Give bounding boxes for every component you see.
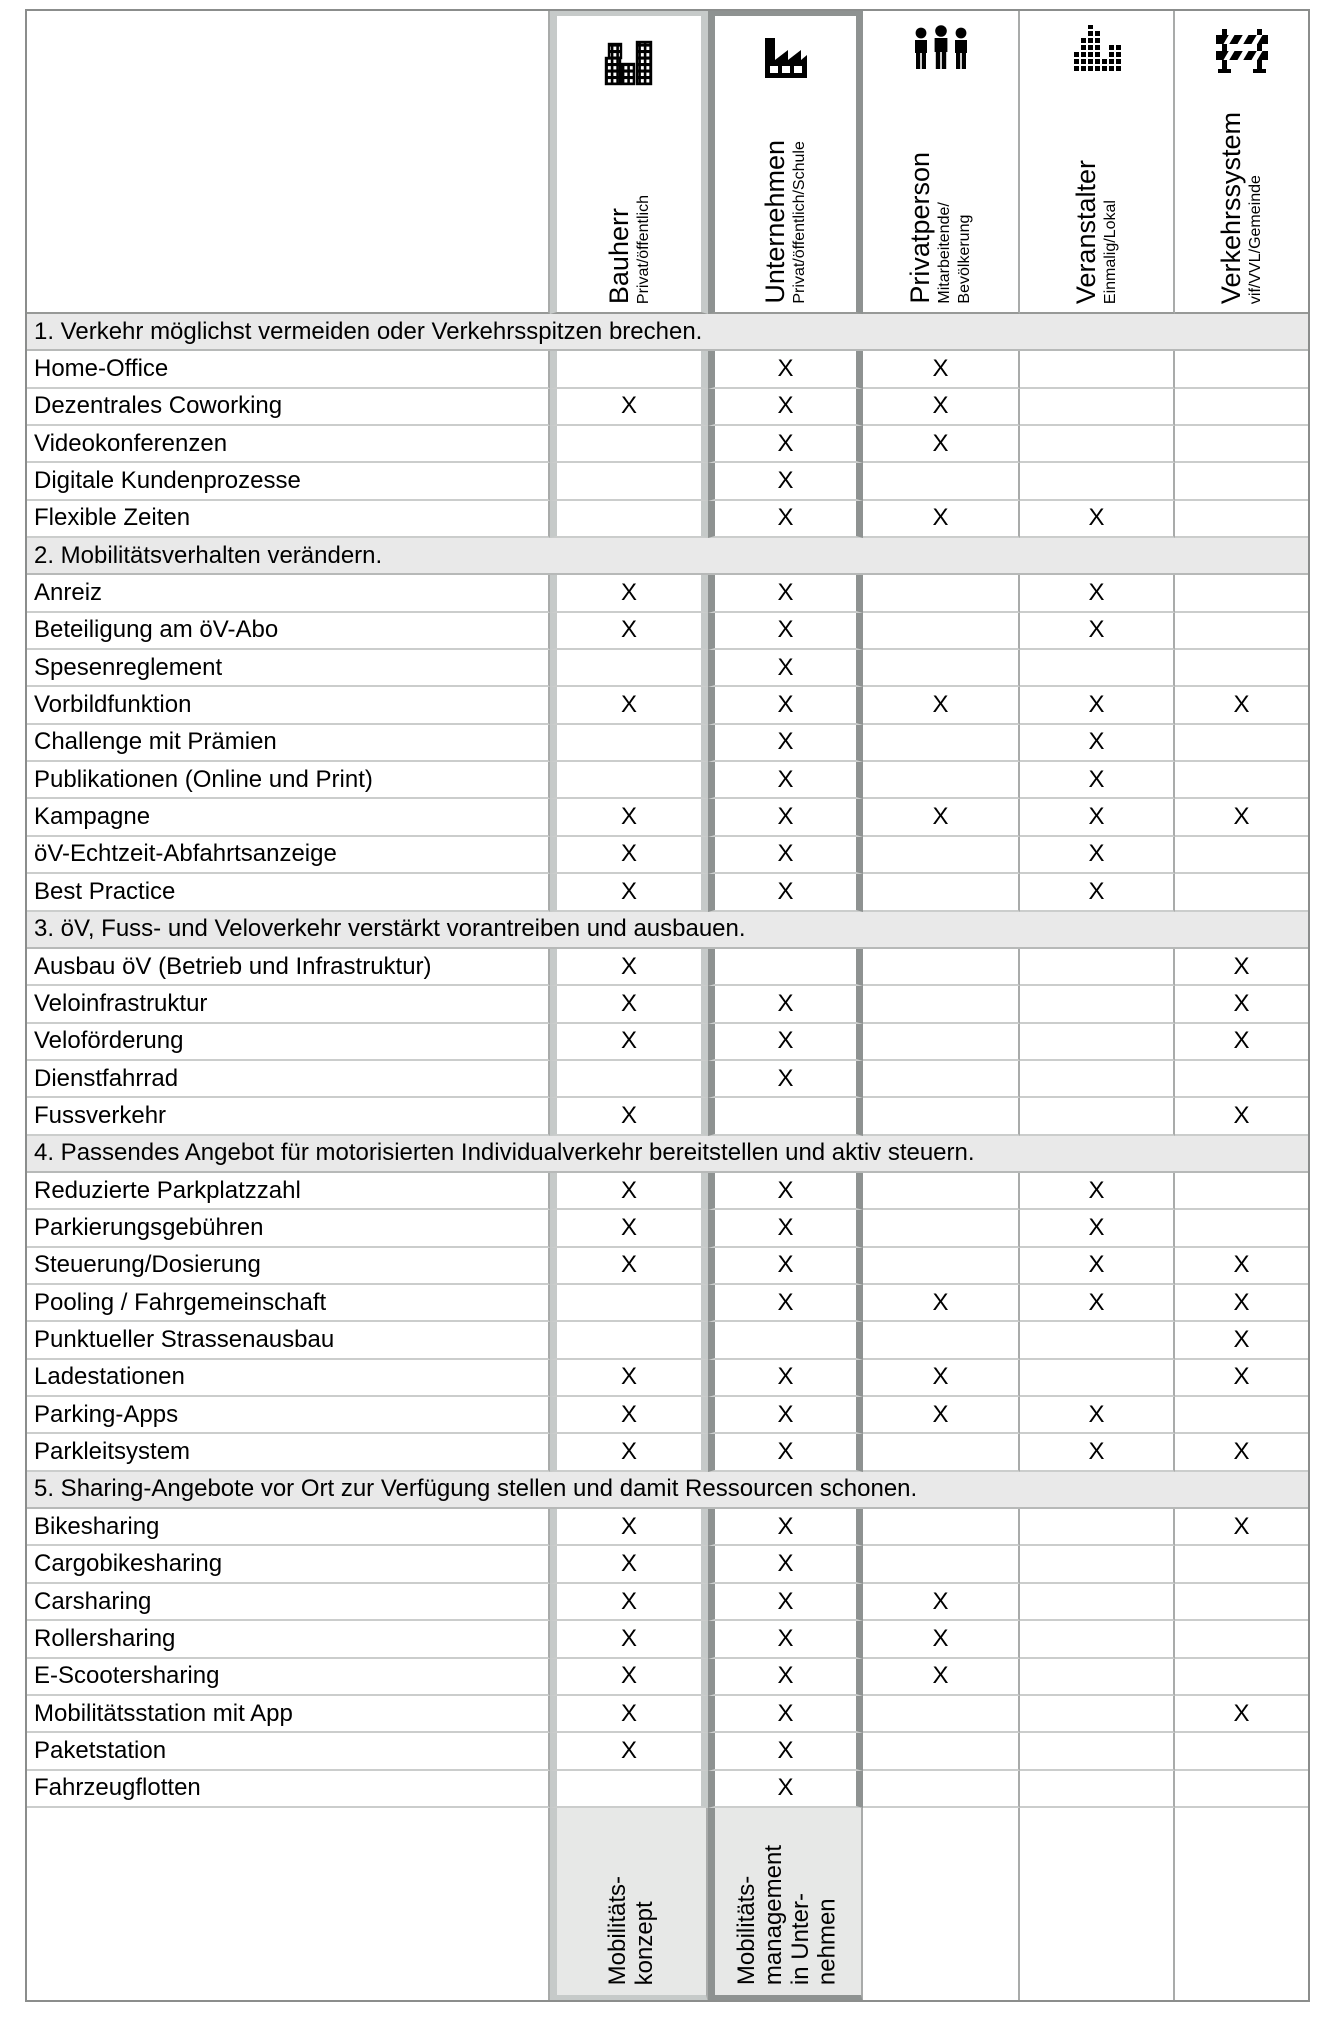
footer-veranstalter: [1020, 1808, 1175, 2002]
mark-cell-verkehrssystem: [1175, 1061, 1310, 1098]
column-title: Privatperson: [905, 152, 936, 304]
mobility-measures-table: [25, 9, 1310, 2002]
mark-cell-bauherr: X: [550, 1584, 708, 1621]
column-subtitle: vif/VVL/Gemeinde: [1247, 175, 1265, 304]
mark-cell-veranstalter: X: [1020, 837, 1175, 874]
mark-cell-privatperson: X: [863, 1397, 1020, 1434]
mark-cell-veranstalter: [1020, 1546, 1175, 1583]
mark-cell-veranstalter: [1020, 1098, 1175, 1135]
mark-cell-privatperson: X: [863, 1621, 1020, 1658]
mark-cell-verkehrssystem: [1175, 501, 1310, 538]
mark-cell-bauherr: X: [550, 1659, 708, 1696]
mark-cell-privatperson: X: [863, 1285, 1020, 1322]
barrier-icon: [1175, 25, 1308, 77]
mark-cell-veranstalter: X: [1020, 1248, 1175, 1285]
mark-cell-privatperson: [863, 1733, 1020, 1770]
mark-cell-verkehrssystem: [1175, 1210, 1310, 1247]
mark-cell-bauherr: X: [550, 1546, 708, 1583]
column-subtitle: Einmalig/Lokal: [1102, 199, 1120, 304]
row-label: Fussverkehr: [25, 1098, 550, 1135]
footer-verkehrssystem: [1175, 1808, 1310, 2002]
row-label: Anreiz: [25, 575, 550, 612]
mark-cell-bauherr: [550, 463, 708, 500]
mark-cell-unternehmen: X: [708, 650, 863, 687]
mark-cell-veranstalter: X: [1020, 1434, 1175, 1471]
mark-cell-veranstalter: [1020, 1024, 1175, 1061]
mark-cell-bauherr: [550, 1322, 708, 1359]
mark-cell-veranstalter: [1020, 1360, 1175, 1397]
people-icon: [863, 25, 1018, 77]
column-header-unternehmen: [708, 9, 863, 314]
mark-cell-verkehrssystem: X: [1175, 1696, 1310, 1733]
mark-cell-unternehmen: X: [708, 1397, 863, 1434]
mark-cell-bauherr: [550, 762, 708, 799]
mark-cell-privatperson: [863, 1173, 1020, 1210]
row-label: Publikationen (Online und Print): [25, 762, 550, 799]
mark-cell-veranstalter: [1020, 1322, 1175, 1359]
mark-cell-veranstalter: [1020, 463, 1175, 500]
mark-cell-bauherr: X: [550, 1173, 708, 1210]
row-label: Paketstation: [25, 1733, 550, 1770]
mark-cell-bauherr: X: [550, 1621, 708, 1658]
row-label: Mobilitätsstation mit App: [25, 1696, 550, 1733]
mark-cell-privatperson: [863, 1322, 1020, 1359]
mark-cell-privatperson: [863, 725, 1020, 762]
mark-cell-bauherr: [550, 426, 708, 463]
mark-cell-unternehmen: X: [708, 1621, 863, 1658]
mark-cell-unternehmen: X: [708, 351, 863, 388]
section-heading: 3. öV, Fuss- und Veloverkehr verstärkt vorantreiben und ausbauen.: [25, 912, 1310, 949]
mark-cell-veranstalter: [1020, 1696, 1175, 1733]
mark-cell-unternehmen: X: [708, 389, 863, 426]
column-title: Verkehrssystem: [1216, 111, 1247, 304]
mark-cell-veranstalter: [1020, 389, 1175, 426]
footer-unternehmen: [708, 1808, 863, 2002]
row-label: Fahrzeugflotten: [25, 1771, 550, 1808]
mark-cell-veranstalter: X: [1020, 501, 1175, 538]
mark-cell-unternehmen: X: [708, 1285, 863, 1322]
mark-cell-unternehmen: [708, 949, 863, 986]
mark-cell-privatperson: [863, 575, 1020, 612]
row-label: Videokonferenzen: [25, 426, 550, 463]
column-subtitle: Mitarbeitende/: [936, 202, 954, 304]
mark-cell-verkehrssystem: [1175, 1621, 1310, 1658]
mark-cell-privatperson: X: [863, 351, 1020, 388]
row-label: Parkierungsgebühren: [25, 1210, 550, 1247]
mark-cell-bauherr: [550, 1285, 708, 1322]
mark-cell-verkehrssystem: [1175, 1546, 1310, 1583]
equalizer-icon: [1020, 25, 1173, 75]
mark-cell-verkehrssystem: [1175, 650, 1310, 687]
mark-cell-verkehrssystem: X: [1175, 1285, 1310, 1322]
footer-label-line: nehmen: [813, 1898, 841, 1985]
mark-cell-unternehmen: X: [708, 762, 863, 799]
mark-cell-unternehmen: X: [708, 837, 863, 874]
row-label: Beteiligung am öV-Abo: [25, 613, 550, 650]
mark-cell-verkehrssystem: X: [1175, 1098, 1310, 1135]
row-label: Vorbildfunktion: [25, 687, 550, 724]
mark-cell-veranstalter: X: [1020, 613, 1175, 650]
mark-cell-bauherr: X: [550, 799, 708, 836]
mark-cell-unternehmen: X: [708, 986, 863, 1023]
mark-cell-unternehmen: X: [708, 1210, 863, 1247]
mark-cell-veranstalter: [1020, 1621, 1175, 1658]
section-heading: 4. Passendes Angebot für motorisierten Individualverkehr bereitstellen und aktiv steuern.: [25, 1136, 1310, 1173]
mark-cell-bauherr: [550, 725, 708, 762]
mark-cell-privatperson: [863, 613, 1020, 650]
mark-cell-unternehmen: [708, 1098, 863, 1135]
row-label: Steuerung/Dosierung: [25, 1248, 550, 1285]
mark-cell-bauherr: [550, 501, 708, 538]
row-label: Dienstfahrrad: [25, 1061, 550, 1098]
mark-cell-privatperson: X: [863, 1584, 1020, 1621]
mark-cell-verkehrssystem: X: [1175, 1322, 1310, 1359]
column-title: Bauherr: [603, 207, 634, 304]
mark-cell-bauherr: [550, 1771, 708, 1808]
mark-cell-unternehmen: X: [708, 1024, 863, 1061]
row-label: Bikesharing: [25, 1509, 550, 1546]
row-label: Dezentrales Coworking: [25, 389, 550, 426]
mark-cell-verkehrssystem: [1175, 389, 1310, 426]
mark-cell-veranstalter: [1020, 426, 1175, 463]
row-label: Veloinfrastruktur: [25, 986, 550, 1023]
mark-cell-unternehmen: X: [708, 1659, 863, 1696]
row-label: Punktueller Strassenausbau: [25, 1322, 550, 1359]
mark-cell-privatperson: [863, 1696, 1020, 1733]
mark-cell-privatperson: [863, 1061, 1020, 1098]
mark-cell-unternehmen: X: [708, 1584, 863, 1621]
mark-cell-bauherr: X: [550, 1248, 708, 1285]
mark-cell-privatperson: [863, 1210, 1020, 1247]
mark-cell-verkehrssystem: [1175, 575, 1310, 612]
mark-cell-veranstalter: [1020, 1509, 1175, 1546]
mark-cell-veranstalter: X: [1020, 725, 1175, 762]
row-label: Spesenreglement: [25, 650, 550, 687]
mark-cell-privatperson: [863, 463, 1020, 500]
row-label: Parking-Apps: [25, 1397, 550, 1434]
mark-cell-bauherr: X: [550, 613, 708, 650]
mark-cell-verkehrssystem: [1175, 613, 1310, 650]
mark-cell-verkehrssystem: X: [1175, 687, 1310, 724]
mark-cell-privatperson: [863, 762, 1020, 799]
mark-cell-unternehmen: X: [708, 1248, 863, 1285]
mark-cell-verkehrssystem: X: [1175, 1509, 1310, 1546]
mark-cell-bauherr: X: [550, 1098, 708, 1135]
mark-cell-unternehmen: X: [708, 687, 863, 724]
mark-cell-unternehmen: X: [708, 1061, 863, 1098]
mark-cell-veranstalter: X: [1020, 687, 1175, 724]
row-label: Pooling / Fahrgemeinschaft: [25, 1285, 550, 1322]
mark-cell-bauherr: X: [550, 986, 708, 1023]
mark-cell-bauherr: X: [550, 1509, 708, 1546]
section-heading: 2. Mobilitätsverhalten verändern.: [25, 538, 1310, 575]
mark-cell-unternehmen: X: [708, 1360, 863, 1397]
mark-cell-verkehrssystem: [1175, 463, 1310, 500]
mark-cell-verkehrssystem: [1175, 725, 1310, 762]
mark-cell-unternehmen: X: [708, 1509, 863, 1546]
mark-cell-verkehrssystem: [1175, 874, 1310, 911]
mark-cell-unternehmen: X: [708, 1771, 863, 1808]
mark-cell-unternehmen: X: [708, 1434, 863, 1471]
mark-cell-veranstalter: [1020, 1771, 1175, 1808]
mark-cell-privatperson: X: [863, 799, 1020, 836]
factory-icon: [715, 32, 856, 82]
mark-cell-veranstalter: X: [1020, 1397, 1175, 1434]
mark-cell-privatperson: X: [863, 426, 1020, 463]
mark-cell-verkehrssystem: X: [1175, 1360, 1310, 1397]
mark-cell-privatperson: X: [863, 501, 1020, 538]
mark-cell-bauherr: X: [550, 389, 708, 426]
mark-cell-privatperson: [863, 1509, 1020, 1546]
column-subtitle: Privat/öffentlich: [635, 194, 653, 304]
mark-cell-unternehmen: X: [708, 799, 863, 836]
mark-cell-verkehrssystem: X: [1175, 986, 1310, 1023]
mark-cell-veranstalter: X: [1020, 575, 1175, 612]
mark-cell-veranstalter: X: [1020, 762, 1175, 799]
mark-cell-privatperson: X: [863, 389, 1020, 426]
mark-cell-privatperson: [863, 837, 1020, 874]
mark-cell-veranstalter: [1020, 1659, 1175, 1696]
footer-corner-cell: [25, 1808, 550, 2002]
mark-cell-veranstalter: X: [1020, 1285, 1175, 1322]
row-label: Digitale Kundenprozesse: [25, 463, 550, 500]
mark-cell-bauherr: X: [550, 1696, 708, 1733]
row-label: Parkleitsystem: [25, 1434, 550, 1471]
mark-cell-privatperson: [863, 949, 1020, 986]
mark-cell-verkehrssystem: X: [1175, 1024, 1310, 1061]
mark-cell-privatperson: [863, 874, 1020, 911]
buildings-icon: [557, 32, 701, 86]
column-header-bauherr: [550, 9, 708, 314]
footer-bauherr: [550, 1808, 708, 2002]
row-label: Ausbau öV (Betrieb und Infrastruktur): [25, 949, 550, 986]
mark-cell-unternehmen: X: [708, 1546, 863, 1583]
mark-cell-verkehrssystem: X: [1175, 1434, 1310, 1471]
column-subtitle: Privat/öffentlich/Schule: [791, 141, 809, 304]
row-label: Kampagne: [25, 799, 550, 836]
row-label: Flexible Zeiten: [25, 501, 550, 538]
section-heading: 1. Verkehr möglichst vermeiden oder Verkehrsspitzen brechen.: [25, 314, 1310, 351]
mark-cell-privatperson: X: [863, 1360, 1020, 1397]
row-label: Veloförderung: [25, 1024, 550, 1061]
mark-cell-unternehmen: X: [708, 575, 863, 612]
mark-cell-privatperson: [863, 1771, 1020, 1808]
mark-cell-verkehrssystem: X: [1175, 949, 1310, 986]
mark-cell-unternehmen: [708, 1322, 863, 1359]
mark-cell-verkehrssystem: [1175, 426, 1310, 463]
row-label: Ladestationen: [25, 1360, 550, 1397]
mark-cell-bauherr: X: [550, 1434, 708, 1471]
mark-cell-bauherr: X: [550, 687, 708, 724]
mark-cell-verkehrssystem: [1175, 1659, 1310, 1696]
row-label: Home-Office: [25, 351, 550, 388]
mark-cell-bauherr: X: [550, 837, 708, 874]
mark-cell-privatperson: [863, 650, 1020, 687]
mark-cell-privatperson: X: [863, 687, 1020, 724]
mark-cell-verkehrssystem: [1175, 1584, 1310, 1621]
mark-cell-bauherr: X: [550, 949, 708, 986]
column-title: Unternehmen: [760, 140, 791, 304]
mark-cell-privatperson: X: [863, 1659, 1020, 1696]
column-header-veranstalter: [1020, 9, 1175, 314]
column-header-verkehrssystem: [1175, 9, 1310, 314]
footer-label-line: Mobilitäts-: [603, 1875, 631, 1985]
mark-cell-verkehrssystem: [1175, 351, 1310, 388]
mark-cell-bauherr: X: [550, 1210, 708, 1247]
mark-cell-unternehmen: X: [708, 501, 863, 538]
mark-cell-privatperson: [863, 1248, 1020, 1285]
footer-label-line: in Unter-: [787, 1892, 814, 1985]
mark-cell-unternehmen: X: [708, 874, 863, 911]
column-title: Veranstalter: [1071, 159, 1102, 304]
column-header-privatperson: [863, 9, 1020, 314]
footer-privatperson: [863, 1808, 1020, 2002]
mark-cell-unternehmen: X: [708, 1696, 863, 1733]
mark-cell-bauherr: X: [550, 1024, 708, 1061]
footer-label-line: konzept: [630, 1900, 658, 1985]
mark-cell-privatperson: [863, 1098, 1020, 1135]
mark-cell-verkehrssystem: [1175, 1173, 1310, 1210]
mark-cell-unternehmen: X: [708, 725, 863, 762]
footer-label-line: Mobilitäts-: [733, 1875, 761, 1985]
mark-cell-verkehrssystem: X: [1175, 799, 1310, 836]
mark-cell-bauherr: X: [550, 575, 708, 612]
row-label: öV-Echtzeit-Abfahrtsanzeige: [25, 837, 550, 874]
mark-cell-privatperson: [863, 1024, 1020, 1061]
section-heading: 5. Sharing-Angebote vor Ort zur Verfügung stellen und damit Ressourcen schonen.: [25, 1472, 1310, 1509]
mark-cell-bauherr: [550, 1061, 708, 1098]
header-corner-cell: [25, 9, 550, 314]
mark-cell-veranstalter: [1020, 1061, 1175, 1098]
mark-cell-bauherr: X: [550, 1733, 708, 1770]
mark-cell-verkehrssystem: [1175, 1733, 1310, 1770]
mark-cell-unternehmen: X: [708, 613, 863, 650]
mark-cell-unternehmen: X: [708, 1733, 863, 1770]
mark-cell-verkehrssystem: [1175, 1397, 1310, 1434]
mark-cell-privatperson: [863, 986, 1020, 1023]
mark-cell-veranstalter: [1020, 351, 1175, 388]
footer-label-line: management: [760, 1844, 788, 1985]
mark-cell-veranstalter: [1020, 949, 1175, 986]
column-subtitle: Bevölkerung: [956, 215, 974, 304]
mark-cell-veranstalter: X: [1020, 1173, 1175, 1210]
mark-cell-veranstalter: [1020, 1733, 1175, 1770]
mark-cell-bauherr: [550, 650, 708, 687]
row-label: Cargobikesharing: [25, 1546, 550, 1583]
row-label: E-Scootersharing: [25, 1659, 550, 1696]
row-label: Best Practice: [25, 874, 550, 911]
mark-cell-bauherr: X: [550, 1397, 708, 1434]
mark-cell-unternehmen: X: [708, 426, 863, 463]
mark-cell-veranstalter: X: [1020, 874, 1175, 911]
mark-cell-unternehmen: X: [708, 463, 863, 500]
mark-cell-privatperson: [863, 1546, 1020, 1583]
mark-cell-verkehrssystem: [1175, 837, 1310, 874]
mark-cell-veranstalter: X: [1020, 1210, 1175, 1247]
mark-cell-bauherr: [550, 351, 708, 388]
row-label: Reduzierte Parkplatzzahl: [25, 1173, 550, 1210]
mark-cell-veranstalter: [1020, 986, 1175, 1023]
row-label: Challenge mit Prämien: [25, 725, 550, 762]
mark-cell-veranstalter: [1020, 650, 1175, 687]
row-label: Rollersharing: [25, 1621, 550, 1658]
mark-cell-bauherr: X: [550, 1360, 708, 1397]
mark-cell-veranstalter: [1020, 1584, 1175, 1621]
row-label: Carsharing: [25, 1584, 550, 1621]
mark-cell-verkehrssystem: X: [1175, 1248, 1310, 1285]
mark-cell-veranstalter: X: [1020, 799, 1175, 836]
mark-cell-bauherr: X: [550, 874, 708, 911]
mark-cell-privatperson: [863, 1434, 1020, 1471]
mark-cell-unternehmen: X: [708, 1173, 863, 1210]
mark-cell-verkehrssystem: [1175, 1771, 1310, 1808]
mark-cell-verkehrssystem: [1175, 762, 1310, 799]
